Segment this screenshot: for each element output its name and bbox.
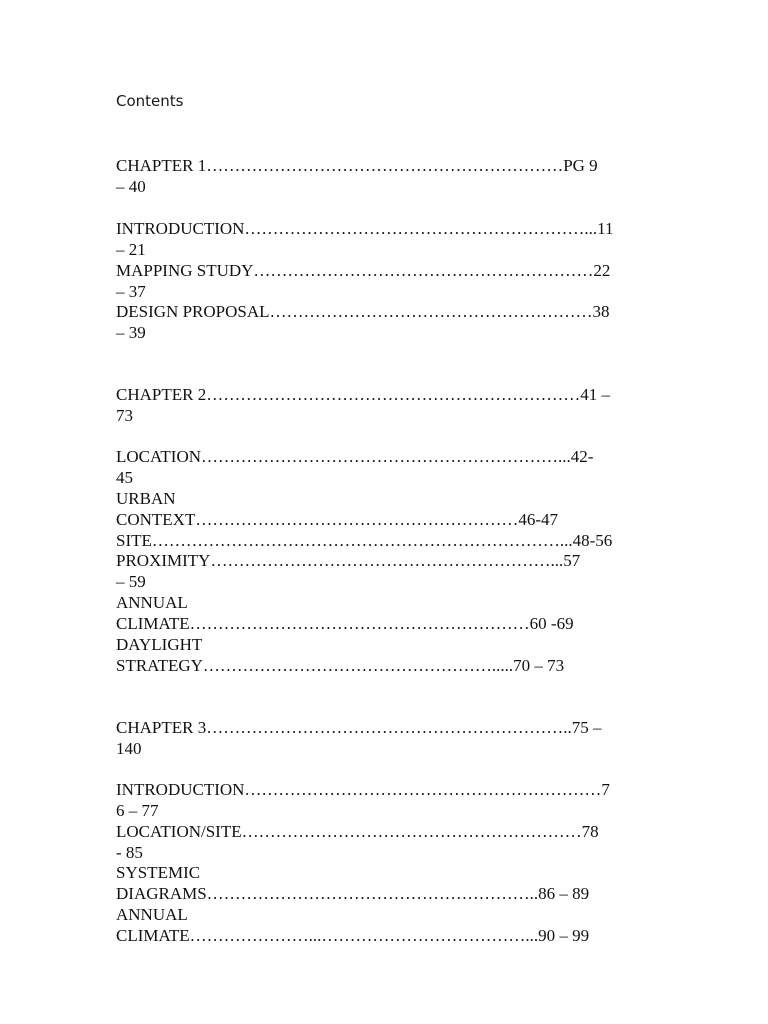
toc-line: SITE………………………………………………………………...48-56 bbox=[116, 531, 613, 550]
toc-line: DAYLIGHT bbox=[116, 635, 203, 654]
contents-heading: Contents bbox=[116, 92, 184, 110]
toc-line: MAPPING STUDY……………………………………………………22 bbox=[116, 261, 611, 280]
toc-line: – 39 bbox=[116, 323, 146, 342]
toc-line: INTRODUCTION………………………………………………………7 bbox=[116, 780, 610, 799]
toc-line: DESIGN PROPOSAL…………………………………………………38 bbox=[116, 302, 610, 321]
toc-line: 6 – 77 bbox=[116, 801, 159, 820]
toc-line: SYSTEMIC bbox=[116, 863, 201, 882]
toc-line: URBAN bbox=[116, 489, 176, 508]
toc-line: CHAPTER 3………………………………………………………..75 – bbox=[116, 718, 602, 737]
toc-line: – 37 bbox=[116, 282, 146, 301]
toc-line: STRATEGY…………………………………………….....70 – 73 bbox=[116, 656, 565, 675]
toc-line: LOCATION/SITE……………………………………………………78 bbox=[116, 822, 599, 841]
toc-line: – 21 bbox=[116, 240, 146, 259]
toc-line: DIAGRAMS…………………………………………………..86 – 89 bbox=[116, 884, 590, 903]
toc-line: INTRODUCTION……………………………………………………...11 bbox=[116, 219, 614, 238]
toc-line: - 85 bbox=[116, 843, 143, 862]
toc-line: 140 bbox=[116, 739, 142, 758]
toc-line: CHAPTER 1………………………………………………………PG 9 bbox=[116, 156, 598, 175]
toc-line: – 59 bbox=[116, 572, 146, 591]
toc-line: CLIMATE……………………………………………………60 -69 bbox=[116, 614, 574, 633]
toc-line: ANNUAL bbox=[116, 905, 188, 924]
toc-line: LOCATION………………………………………………………...42- bbox=[116, 447, 594, 466]
toc-line: ANNUAL bbox=[116, 593, 188, 612]
toc-line: 73 bbox=[116, 406, 133, 425]
toc-line: CHAPTER 2…………………………………………………………41 – bbox=[116, 385, 610, 404]
toc-line: CLIMATE…………………...………………………………...90 – 99 bbox=[116, 926, 590, 945]
toc-line: PROXIMITY……………………………………………………...57 bbox=[116, 551, 581, 570]
toc-line: 45 bbox=[116, 468, 133, 487]
toc-line: – 40 bbox=[116, 177, 146, 196]
toc-line: CONTEXT…………………………………………………46-47 bbox=[116, 510, 558, 529]
